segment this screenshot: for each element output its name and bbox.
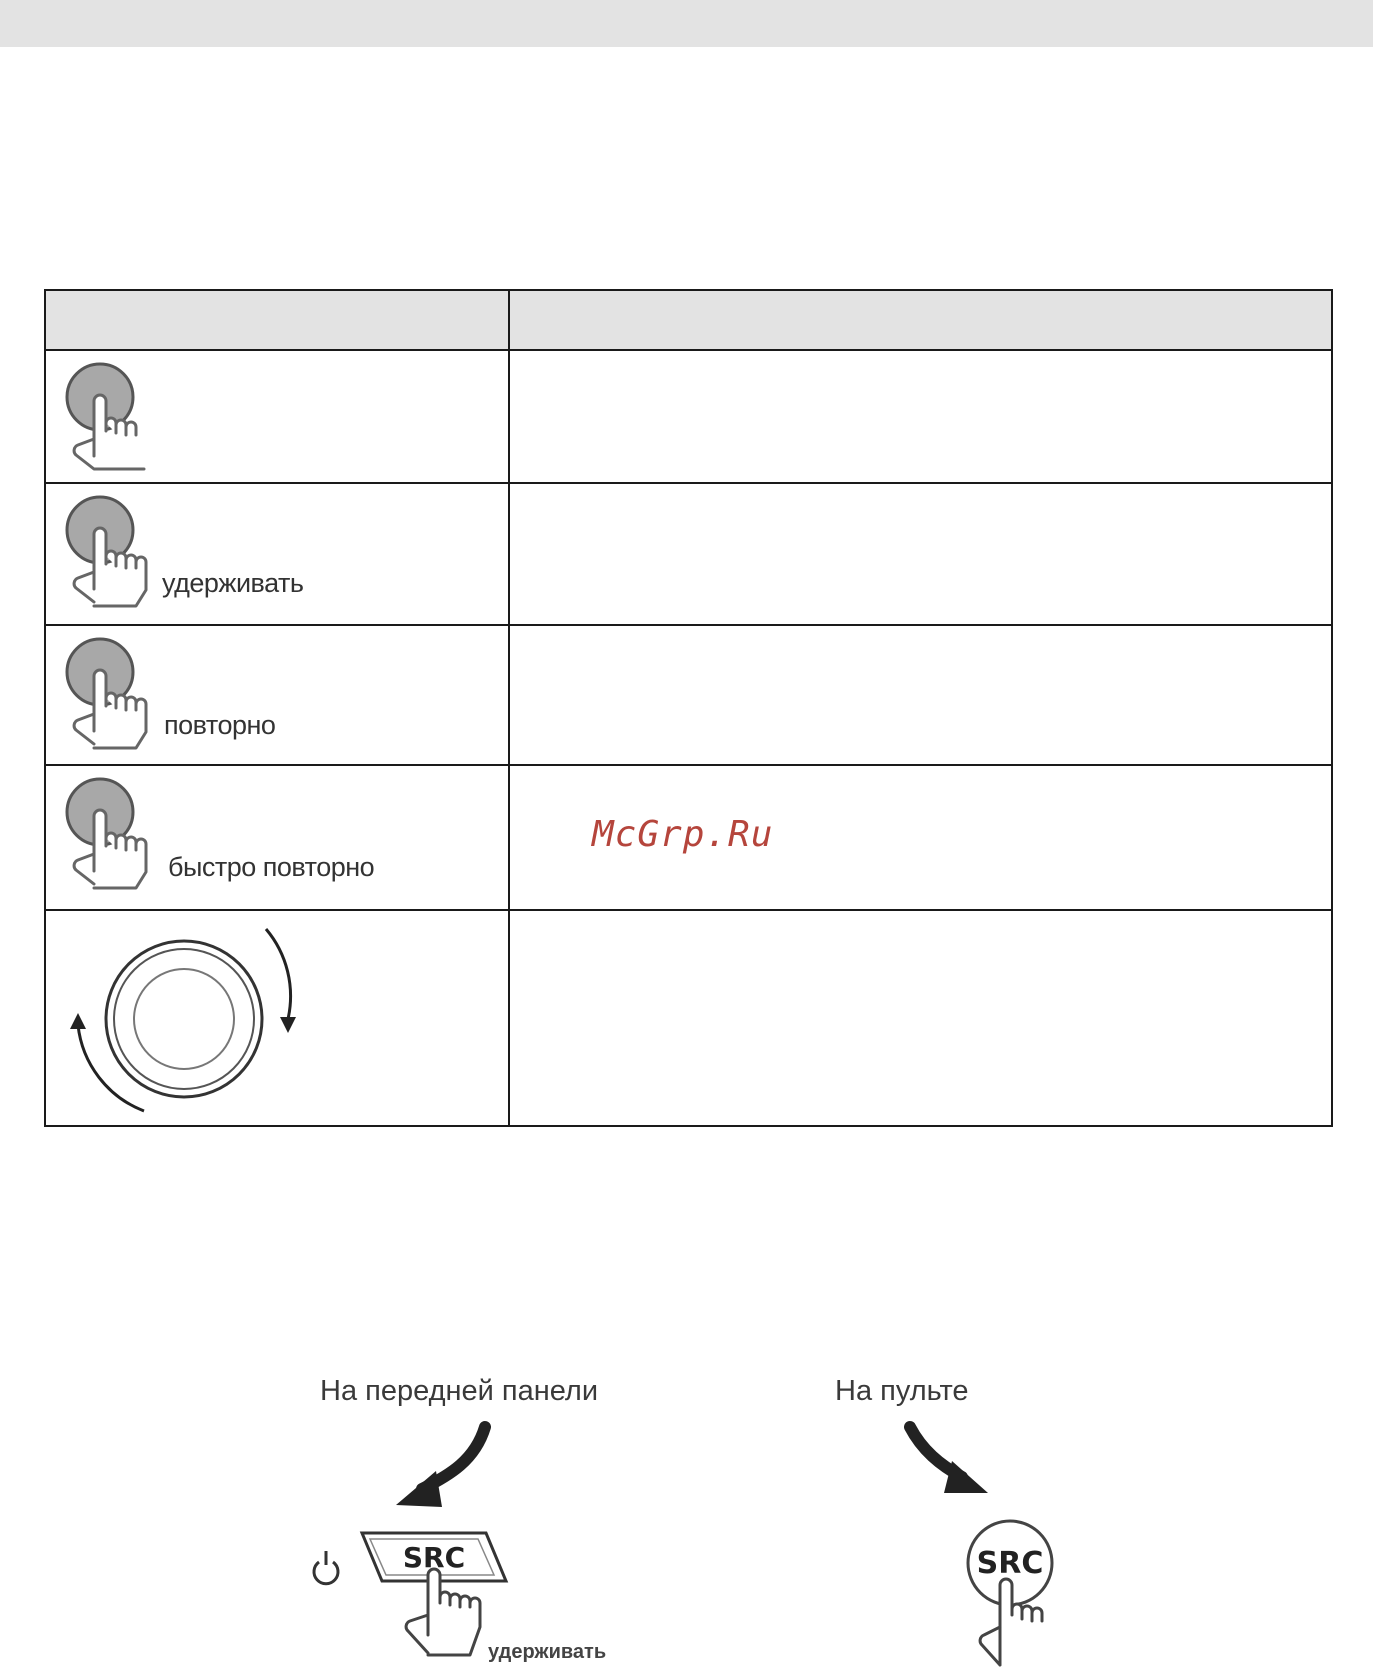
controls-table [44,289,1333,1127]
rotate-knob-icon [66,921,306,1117]
figure-graphics [310,1365,1070,1668]
description-cell [509,483,1332,625]
front-panel-label: На передней панели [320,1375,599,1407]
hold-hint: удерживать [488,1641,607,1663]
table-row [45,350,1332,483]
action-hint: повторно [164,710,276,740]
page-header-bar [0,0,1373,47]
action-cell [45,483,509,625]
action-hint: быстро повторно [168,852,375,882]
header-action-cell [45,290,509,350]
power-icon [314,1551,338,1584]
action-cell [45,910,509,1126]
front-src-text: SRC [402,1541,466,1574]
press-button-icon [64,361,214,483]
action-cell [45,765,509,910]
action-hint: удерживать [162,568,304,598]
header-description-cell [509,290,1332,350]
action-cell [45,625,509,765]
table-row [45,483,1332,625]
front-panel-arrow-head [396,1471,442,1507]
description-cell [509,350,1332,483]
table-row [45,910,1332,1126]
table-header-row [45,290,1332,350]
remote-src-text: SRC [976,1546,1044,1581]
action-cell [45,350,509,483]
description-cell [509,910,1332,1126]
src-button-figure [310,1365,1070,1668]
watermark-text: McGrp.Ru [592,814,774,855]
table-row [45,625,1332,765]
description-cell [509,625,1332,765]
remote-label: На пульте [835,1375,969,1407]
